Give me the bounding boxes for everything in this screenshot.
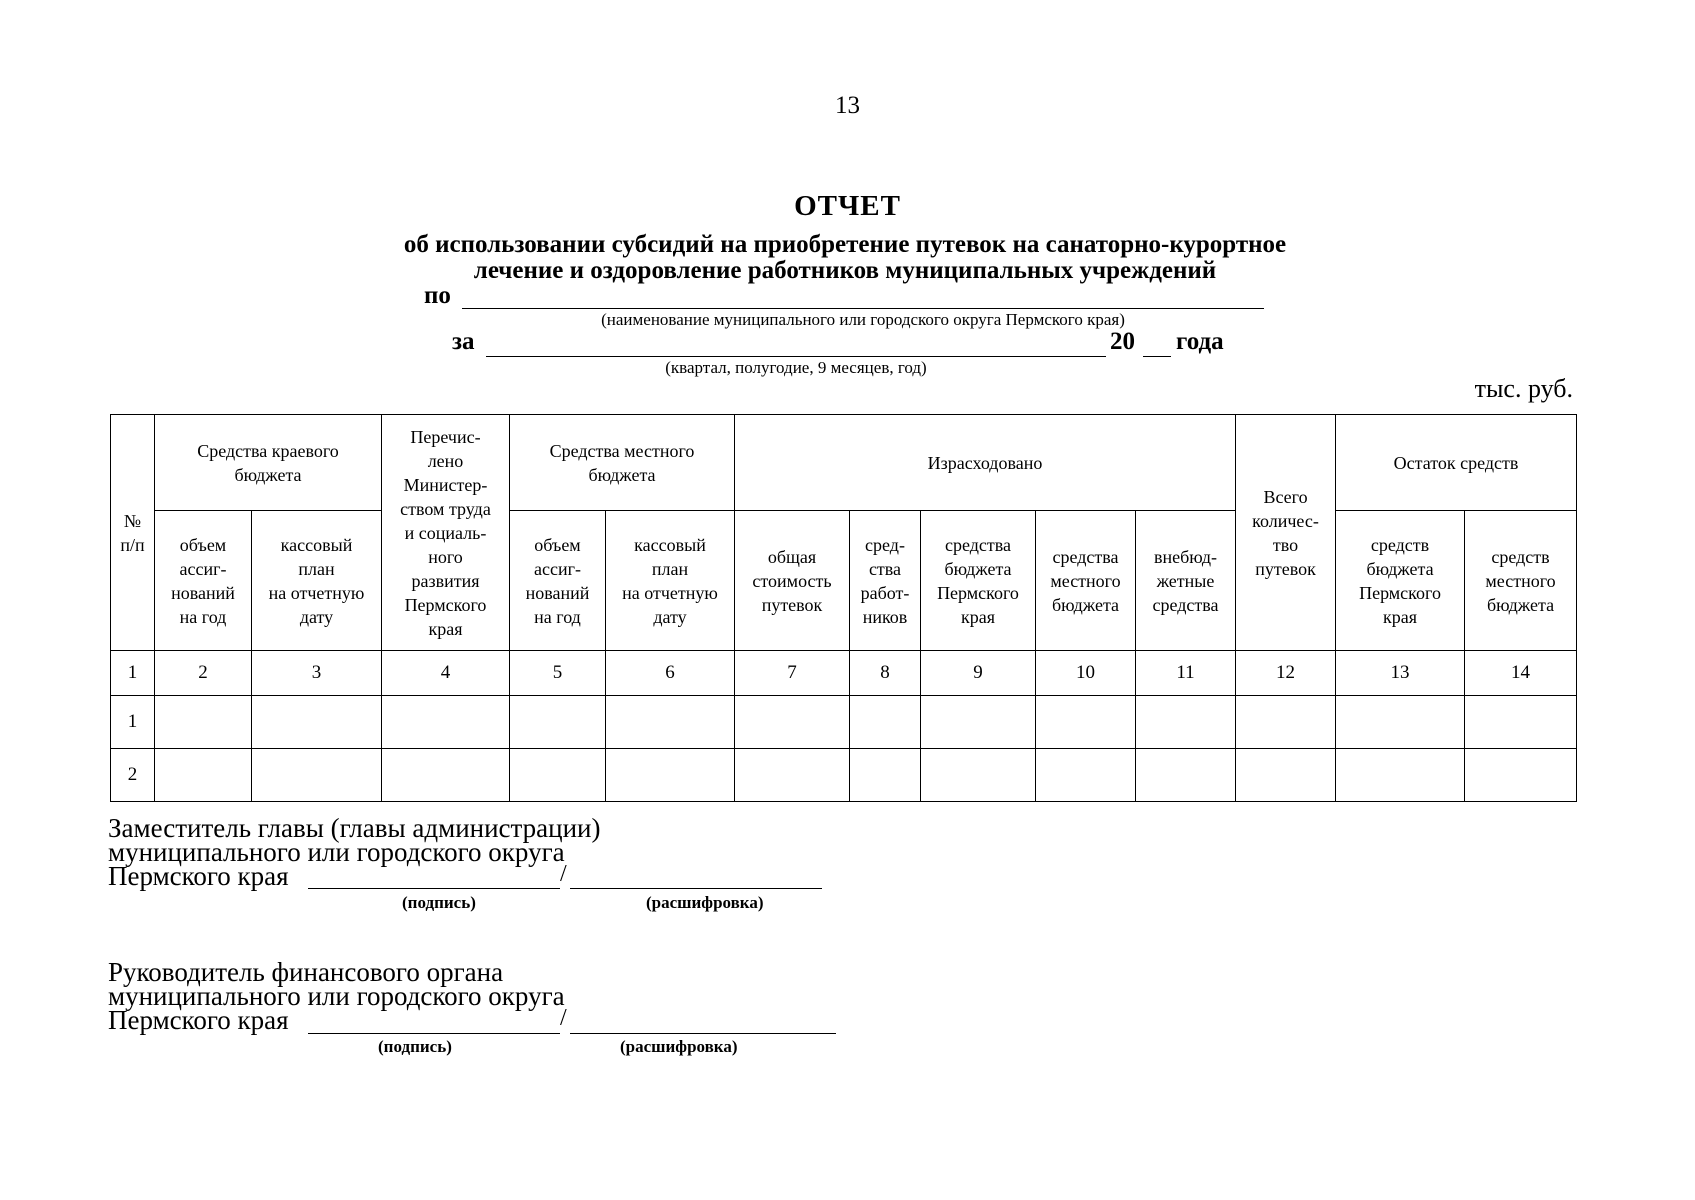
table-cell[interactable] (1136, 696, 1236, 749)
table-cell[interactable] (735, 696, 850, 749)
col-number: 1 (111, 651, 155, 696)
header-balance: Остаток средств (1336, 415, 1577, 511)
sig2-name-line[interactable] (570, 1033, 836, 1034)
col-number: 14 (1465, 651, 1577, 696)
sig2-caption-sign: (подпись) (378, 1037, 452, 1056)
col-number: 7 (735, 651, 850, 696)
table-cell[interactable] (1465, 696, 1577, 749)
col-number: 10 (1036, 651, 1136, 696)
col-number: 12 (1236, 651, 1336, 696)
sig1-line-1: Заместитель главы (главы администрации) (108, 813, 601, 843)
subheader-employee-funds: сред- ства работ- ников (850, 511, 921, 651)
header-transferred: Перечис- лено Министер- ством труда и социаль- ного развития Пермского края (382, 415, 510, 651)
page-number: 13 (835, 92, 860, 119)
table-cell[interactable] (382, 696, 510, 749)
table-cell[interactable] (1036, 696, 1136, 749)
subheader-balance-regional: средств бюджета Пермского края (1336, 511, 1465, 651)
header-total-trips: Всего количес- тво путевок (1236, 415, 1336, 651)
subheader-regional-funds: средства бюджета Пермского края (921, 511, 1036, 651)
subheader-offbudget-funds: внебюд- жетные средства (1136, 511, 1236, 651)
report-subtitle (340, 232, 1350, 284)
year-prefix: 20 (1110, 328, 1135, 355)
col-number: 6 (606, 651, 735, 696)
table-row (111, 749, 1577, 802)
table-cell[interactable] (1465, 749, 1577, 802)
table-cell[interactable] (382, 749, 510, 802)
col-number: 11 (1136, 651, 1236, 696)
table-cell[interactable] (510, 749, 606, 802)
col-number: 9 (921, 651, 1036, 696)
header-regional-budget: Средства краевого бюджета (155, 415, 382, 511)
sig1-slash: / (560, 861, 567, 887)
sig2-line-1: Руководитель финансового органа (108, 957, 504, 987)
subheader-regional-cash-plan: кассовый план на отчетную дату (252, 511, 382, 651)
period-blank[interactable] (486, 330, 1106, 357)
table-cell[interactable] (921, 749, 1036, 802)
col-number: 5 (510, 651, 606, 696)
sig2-line-3: Пермского края (108, 1005, 289, 1035)
subheader-total-cost: общая стоимость путевок (735, 511, 850, 651)
table-cell[interactable] (1136, 749, 1236, 802)
col-number: 3 (252, 651, 382, 696)
sig2-signature-line[interactable] (308, 1033, 560, 1034)
header-spent: Израсходовано (735, 415, 1236, 511)
subheader-local-allocation: объем ассиг- нований на год (510, 511, 606, 651)
table-cell[interactable] (1236, 696, 1336, 749)
sig1-caption-name: (расшифровка) (646, 893, 764, 912)
table-cell[interactable] (1236, 749, 1336, 802)
subheader-local-funds: средства местного бюджета (1036, 511, 1136, 651)
table-cell[interactable] (850, 696, 921, 749)
za-label: за (452, 328, 475, 355)
table-cell[interactable] (735, 749, 850, 802)
col-number: 8 (850, 651, 921, 696)
units-label: тыс. руб. (1474, 374, 1573, 403)
year-suffix: года (1176, 328, 1224, 355)
municipality-caption: (наименование муниципального или городского округа Пермского края) (601, 310, 1125, 329)
municipality-blank[interactable] (462, 282, 1264, 309)
table-cell[interactable] (510, 696, 606, 749)
table-cell[interactable] (1336, 696, 1465, 749)
sig1-line-2: муниципального или городского округа (108, 837, 565, 867)
sig2-line-2: муниципального или городского округа (108, 981, 565, 1011)
signature-block-deputy (108, 813, 601, 891)
table-row (111, 696, 1577, 749)
row-number: 2 (111, 749, 155, 802)
header-local-budget: Средства местного бюджета (510, 415, 735, 511)
table-cell[interactable] (921, 696, 1036, 749)
sig1-caption-sign: (подпись) (402, 893, 476, 912)
table-cell[interactable] (1336, 749, 1465, 802)
table-cell[interactable] (252, 749, 382, 802)
col-number: 13 (1336, 651, 1465, 696)
sig2-caption-name: (расшифровка) (620, 1037, 738, 1056)
table-cell[interactable] (155, 749, 252, 802)
signature-block-finance-head (108, 957, 565, 1035)
subheader-local-cash-plan: кассовый план на отчетную дату (606, 511, 735, 651)
report-table (110, 414, 1577, 802)
table-cell[interactable] (155, 696, 252, 749)
sig1-line-3: Пермского края (108, 861, 289, 891)
table-cell[interactable] (606, 749, 735, 802)
report-title: ОТЧЕТ (794, 190, 901, 222)
table-cell[interactable] (850, 749, 921, 802)
subheader-regional-allocation: объем ассиг- нований на год (155, 511, 252, 651)
subtitle-line-2: лечение и оздоровление работников муниципальных учреждений (473, 257, 1217, 284)
sig1-signature-line[interactable] (308, 888, 560, 889)
year-blank[interactable] (1143, 330, 1171, 357)
row-number: 1 (111, 696, 155, 749)
table-cell[interactable] (252, 696, 382, 749)
subheader-balance-local: средств местного бюджета (1465, 511, 1577, 651)
table-cell[interactable] (1036, 749, 1136, 802)
col-number: 2 (155, 651, 252, 696)
sig2-slash: / (560, 1005, 567, 1031)
subtitle-line-1: об использовании субсидий на приобретение путевок на санаторно-курортное (403, 231, 1287, 258)
col-number: 4 (382, 651, 510, 696)
column-numbers-row (111, 651, 1577, 696)
table-cell[interactable] (606, 696, 735, 749)
sig1-name-line[interactable] (570, 888, 822, 889)
po-label: по (424, 282, 451, 309)
period-caption: (квартал, полугодие, 9 месяцев, год) (665, 358, 927, 377)
header-num: № п/п (111, 415, 155, 651)
